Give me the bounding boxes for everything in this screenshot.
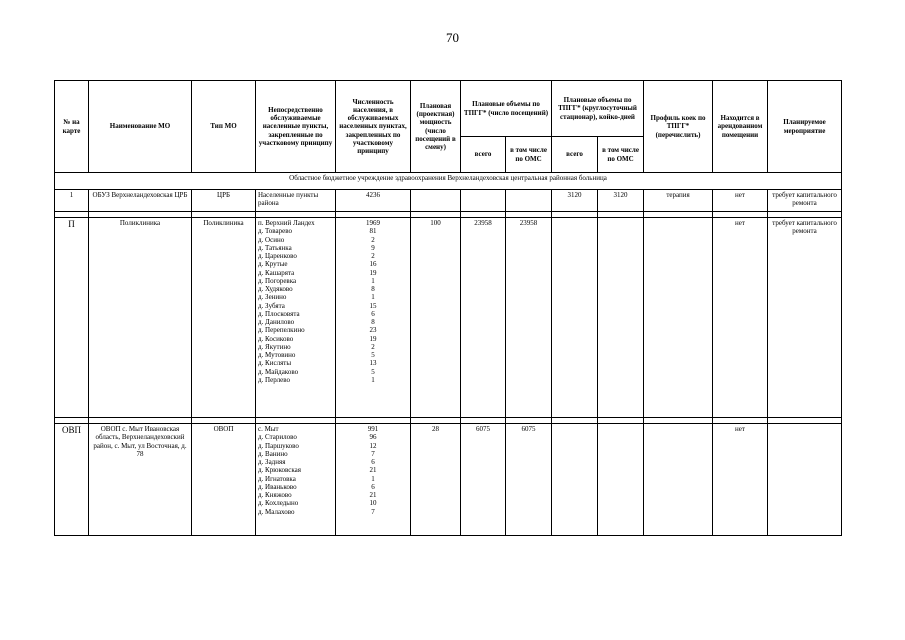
capacity-cell <box>411 190 461 212</box>
population-value: 8 <box>371 318 375 326</box>
settlement-name: д. Зенино <box>258 293 287 302</box>
settlement-name: д. Крутые <box>258 260 288 269</box>
population-value: 16 <box>369 260 377 269</box>
planned-cell: требует капитального ремонта <box>768 190 842 212</box>
outpatient-oms-cell <box>506 190 552 212</box>
settlement-name: д. Кисляты <box>258 359 292 368</box>
population-value: 1 <box>371 276 375 285</box>
population-value: 7 <box>371 507 375 516</box>
settlement-name: д. Перлево <box>258 375 290 384</box>
population-value: 15 <box>369 301 377 310</box>
header-outpatient: Плановые объемы по ТПГГ* (число посещений) <box>461 81 552 137</box>
table-row <box>55 190 842 212</box>
population-value: 6 <box>371 458 375 466</box>
settlement-name: д. Кашарята <box>258 268 295 277</box>
population-value: 81 <box>369 227 377 236</box>
settlement-name: д. Майдаково <box>258 367 299 376</box>
settlement-name: д. Данилово <box>258 318 295 326</box>
settlement-name: д. Кохледыно <box>258 499 299 508</box>
outpatient-total-cell <box>461 190 506 212</box>
mo-name-cell: ОБУЗ Верхнеландеховская ЦРБ <box>89 190 192 212</box>
population-value: 19 <box>369 334 377 343</box>
header-out-oms: в том числе по ОМС <box>506 137 552 173</box>
settlement-name: д. Малахово <box>258 507 295 516</box>
inpatient-oms-cell: 3120 <box>598 190 644 212</box>
population-value: 2 <box>371 342 375 351</box>
header-bed-profile: Профиль коек по ТПГГ* (перечислить) <box>644 81 713 173</box>
header-map-no: № на карте <box>55 81 89 173</box>
capacity-cell: 28 <box>411 424 461 536</box>
inpatient-total-cell: 3120 <box>552 190 598 212</box>
population-value: 9 <box>371 243 375 252</box>
population-cell <box>336 424 411 536</box>
population-cell <box>336 218 411 418</box>
population-value: 1 <box>371 474 375 483</box>
header-population: Численность населения, в обслуживаемых населенных пунктах, закрепленных по участковому принципу <box>336 81 411 173</box>
capacity-cell: 100 <box>411 218 461 418</box>
inpatient-total-cell <box>552 218 598 418</box>
settlement-name: д. Мутовино <box>258 351 296 359</box>
header-out-total: всего <box>461 137 506 173</box>
mo-name-cell: Поликлиника <box>89 218 192 418</box>
bed-profile-cell <box>644 218 713 418</box>
map-no-cell: П <box>55 218 89 418</box>
population-value: 2 <box>371 252 375 260</box>
outpatient-oms-cell: 6075 <box>506 424 552 536</box>
population-value: 19 <box>369 268 377 277</box>
settlement-name: д. Погоревка <box>258 276 297 285</box>
planned-cell <box>768 424 842 536</box>
settlement-name: д. Ванино <box>258 449 288 458</box>
settlement-name: д. Осино <box>258 235 285 244</box>
settlement-name: д. Игнатовка <box>258 474 296 483</box>
table-row <box>55 218 842 418</box>
settlement-name: д. Крюковская <box>258 466 301 475</box>
settlement-name: д. Плосковята <box>258 309 300 318</box>
population-value: 991 <box>367 425 379 433</box>
header-planned: Планируемое мероприятие <box>768 81 842 173</box>
settlement-name: д. Худяково <box>258 285 293 293</box>
planned-cell: требует капитального ремонта <box>768 218 842 418</box>
population-value: 13 <box>369 359 377 368</box>
bed-profile-cell: терапия <box>644 190 713 212</box>
inpatient-total-cell <box>552 424 598 536</box>
mo-type-cell: ЦРБ <box>192 190 256 212</box>
rented-cell: нет <box>713 190 768 212</box>
map-no-cell: 1 <box>55 190 89 212</box>
settlement-name: д. Татьянка <box>258 243 292 252</box>
population-value: 10 <box>369 499 377 508</box>
map-no-cell: ОВП <box>55 424 89 536</box>
bed-profile-cell <box>644 424 713 536</box>
settlement-name: с. Мыт <box>258 425 279 433</box>
population-value: 7 <box>371 449 375 458</box>
settlements-cell <box>256 190 336 212</box>
population-value: 8 <box>371 285 375 293</box>
settlement-name: д. Зубята <box>258 301 285 310</box>
population-value: 4236 <box>366 191 380 199</box>
header-capacity: Плановая (проектная) мощность (число посещений в смену) <box>411 81 461 173</box>
rented-cell: нет <box>713 218 768 418</box>
settlements-cell <box>256 218 336 418</box>
table-row <box>55 424 842 536</box>
mo-type-cell: Поликлиника <box>192 218 256 418</box>
population-value: 5 <box>371 367 375 376</box>
settlement-name: д. Якутино <box>258 342 291 351</box>
population-value: 5 <box>371 351 375 359</box>
header-in-oms: в том числе по ОМС <box>598 137 644 173</box>
settlement-name: д. Косиково <box>258 334 294 343</box>
population-value: 1 <box>371 293 375 302</box>
header-inpatient: Плановые объемы по ТПГГ* (круглосуточный стационар), койко-дней <box>552 81 644 137</box>
section-title: Областное бюджетное учреждение здравоохранения Верхнеландеховская центральная районная больница <box>55 173 842 190</box>
inpatient-oms-cell <box>598 424 644 536</box>
header-in-total: всего <box>552 137 598 173</box>
population-value: 12 <box>369 441 377 450</box>
settlement-name: Населенные пункты района <box>258 191 319 208</box>
settlement-name: д. Товарево <box>258 227 292 236</box>
header-settlements: Непосредственно обслуживаемые населенные пункты, закрепленные по участковому принципу <box>256 81 336 173</box>
population-value: 96 <box>369 433 377 442</box>
settlements-cell <box>256 424 336 536</box>
facilities-table <box>54 80 842 536</box>
settlement-name: д. Перепелкино <box>258 326 305 335</box>
rented-cell: нет <box>713 424 768 536</box>
settlement-name: д. Задняя <box>258 458 286 466</box>
population-cell <box>336 190 411 212</box>
mo-name-cell: ОВОП с. Мыт Ивановская область, Верхнеландеховский район, с. Мыт, ул Восточная, д. 78 <box>89 424 192 536</box>
population-value: 21 <box>369 466 377 475</box>
header-mo-type: Тип МО <box>192 81 256 173</box>
page-number: 70 <box>446 30 459 45</box>
outpatient-oms-cell: 23958 <box>506 218 552 418</box>
settlement-name: д. Княжово <box>258 491 292 499</box>
population-value: 1969 <box>366 219 380 227</box>
population-value: 6 <box>371 482 375 491</box>
settlement-name: д. Паршуково <box>258 441 299 450</box>
header-mo-name: Наименование МО <box>89 81 192 173</box>
settlement-name: п. Верхний Ландех <box>258 219 315 227</box>
population-value: 23 <box>369 326 377 335</box>
inpatient-oms-cell <box>598 218 644 418</box>
population-value: 2 <box>371 235 375 244</box>
settlement-name: д. Иваньково <box>258 482 297 491</box>
header-rented: Находится в арендованном помещении <box>713 81 768 173</box>
population-value: 21 <box>369 491 377 499</box>
outpatient-total-cell: 23958 <box>461 218 506 418</box>
population-value: 6 <box>371 309 375 318</box>
settlement-name: д. Царенково <box>258 252 297 260</box>
outpatient-total-cell: 6075 <box>461 424 506 536</box>
settlement-name: д. Старилово <box>258 433 297 442</box>
mo-type-cell: ОВОП <box>192 424 256 536</box>
population-value: 1 <box>371 375 375 384</box>
